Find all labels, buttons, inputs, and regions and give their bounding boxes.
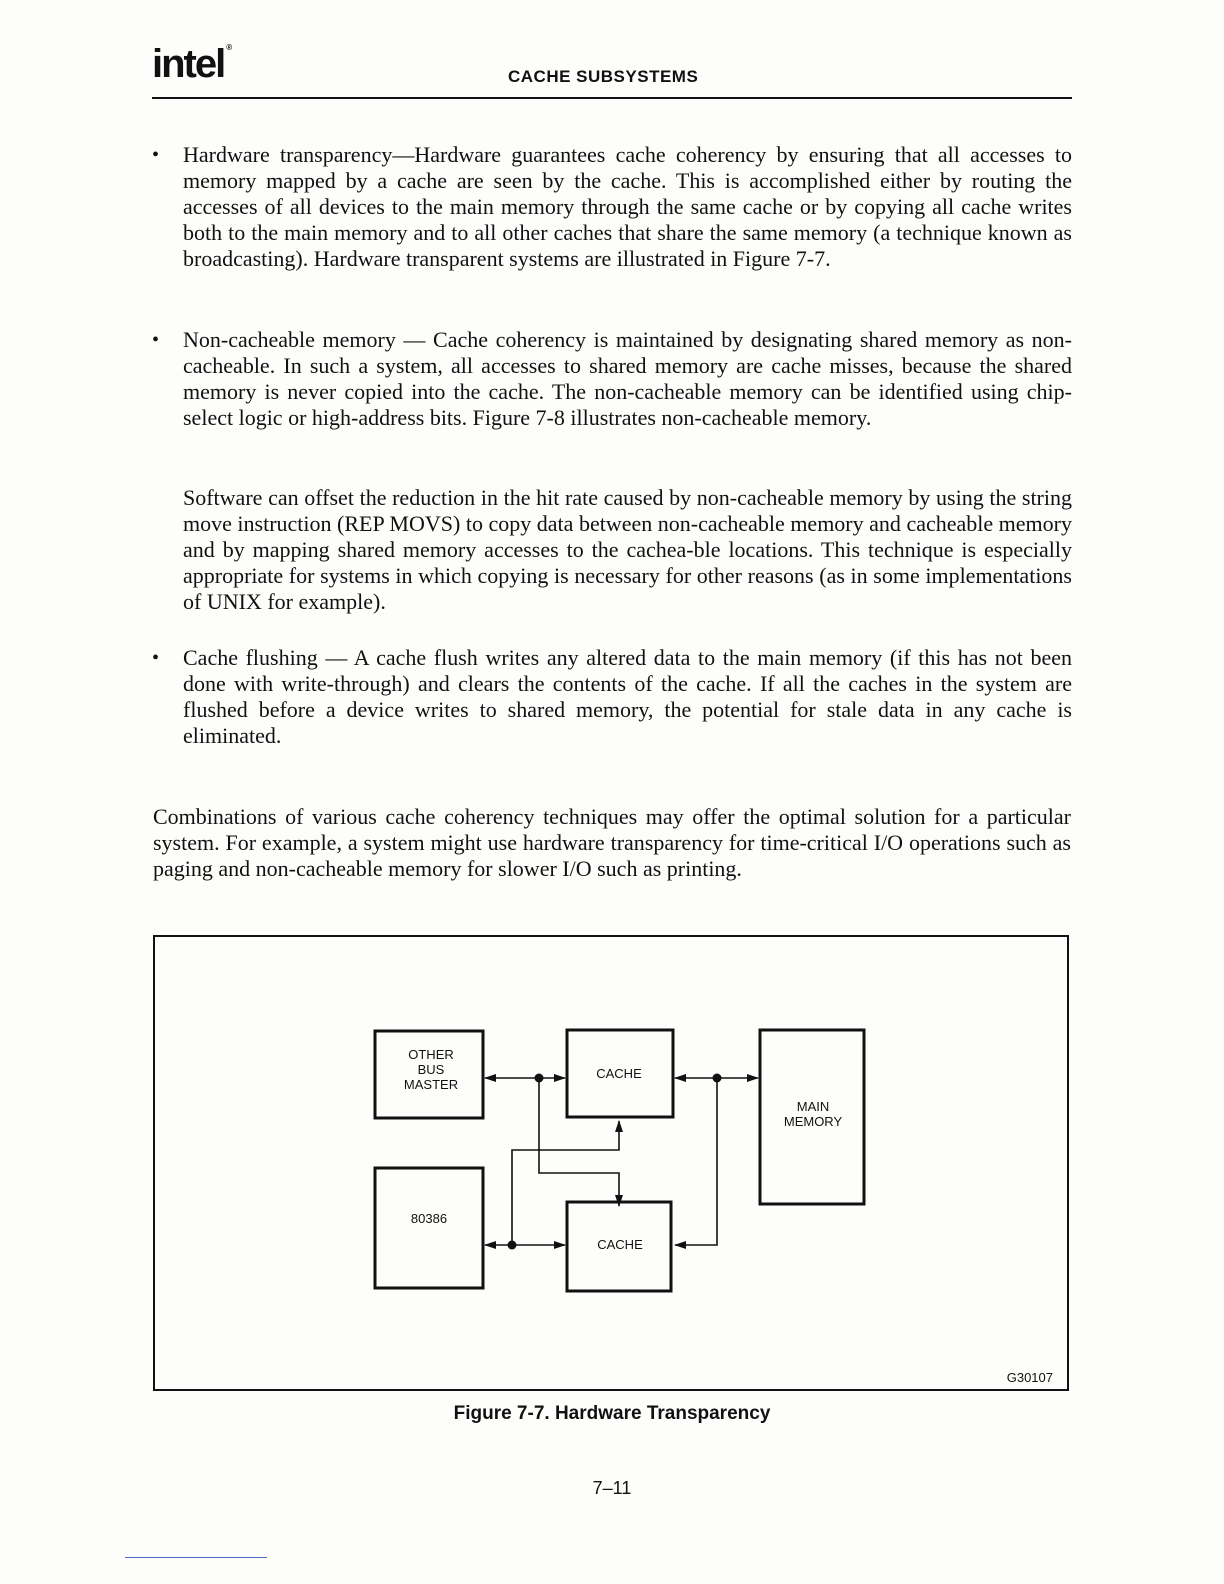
figure-caption: Figure 7-7. Hardware Transparency bbox=[453, 1403, 771, 1424]
paragraph-combinations: Combinations of various cache coherency techniques may offer the optimal solution for a particular system. For example, a system might use hardware transparency for time-critical I/O operations such as paging and non-cacheable memory for slower I/O such as printing. bbox=[153, 804, 1071, 881]
running-header-title: CACHE SUBSYSTEMS bbox=[508, 67, 699, 86]
bullet-1: • bbox=[152, 144, 160, 166]
paragraph-non-cacheable-memory: Non-cacheable memory — Cache coherency is maintained by designating shared memory as non-cacheable. In such a system, all accesses to shared memory are cache misses, because the shared memory is never copied into the cache. The non-cacheable memory can be identified using chip-select logic or high-address bits. Figure 7-8 illustrates non-cacheable memory. bbox=[183, 327, 1072, 430]
main-memory-label-line-2: MEMORY bbox=[783, 1114, 843, 1129]
cpu-80386-block bbox=[375, 1168, 483, 1288]
paragraph-cache-flushing: Cache flushing — A cache flush writes any altered data to the main memory (if this has not been done with write-through) and clears the contents of the cache. If all the caches in the system are flushed before a device writes to shared memory, the potential for stale data in any cache is eliminated. bbox=[183, 645, 1072, 748]
path-memory-bus-to-cache-bottom bbox=[675, 1078, 717, 1245]
main-memory-label-line-1: MAIN bbox=[796, 1099, 830, 1114]
cache-bottom-label: CACHE bbox=[597, 1237, 643, 1252]
junction-dot bbox=[535, 1074, 544, 1083]
other-bus-master-label-line-1: OTHER bbox=[408, 1047, 454, 1062]
junction-dot bbox=[713, 1074, 722, 1083]
scan-edge-line bbox=[125, 1557, 267, 1558]
page-number: 7–11 bbox=[592, 1478, 632, 1498]
cache-top-label: CACHE bbox=[596, 1066, 642, 1081]
paragraph-software-offset: Software can offset the reduction in the hit rate caused by non-cacheable memory by using the string move instruction (REP MOVS) to copy data between non-cacheable memory and cacheable memory and by mapping shared memory accesses to the cachea-ble locations. This technique is especially appropriate for systems in which copying is necessary for other reasons (as in some implementations of UNIX for example). bbox=[183, 485, 1072, 614]
bullet-3: • bbox=[152, 647, 160, 669]
bullet-2: • bbox=[152, 329, 160, 351]
other-bus-master-label-line-3: MASTER bbox=[403, 1077, 459, 1092]
path-bus-to-cache-bottom bbox=[539, 1078, 619, 1206]
figure-identifier: G30107 bbox=[1006, 1370, 1053, 1385]
registered-mark: ® bbox=[226, 43, 233, 52]
cpu-label: 80386 bbox=[410, 1211, 448, 1226]
hardware-transparency-diagram bbox=[155, 937, 1067, 1389]
figure-7-7-frame bbox=[153, 935, 1069, 1391]
junction-dot bbox=[508, 1241, 517, 1250]
paragraph-hardware-transparency: Hardware transparency—Hardware guarantees cache coherency by ensuring that all accesses to memory mapped by a cache are seen by the cache. This is accomplished either by routing the accesses of all devices to the main memory through the same cache or by copying all cache writes both to the main memory and to all other caches that share the same memory (a technique known as broadcasting). Hardware transparent systems are illustrated in Figure 7-7. bbox=[183, 142, 1072, 271]
other-bus-master-label-line-2: BUS bbox=[417, 1062, 445, 1077]
header-rule bbox=[152, 97, 1072, 99]
intel-logo: intel ® bbox=[152, 42, 233, 86]
